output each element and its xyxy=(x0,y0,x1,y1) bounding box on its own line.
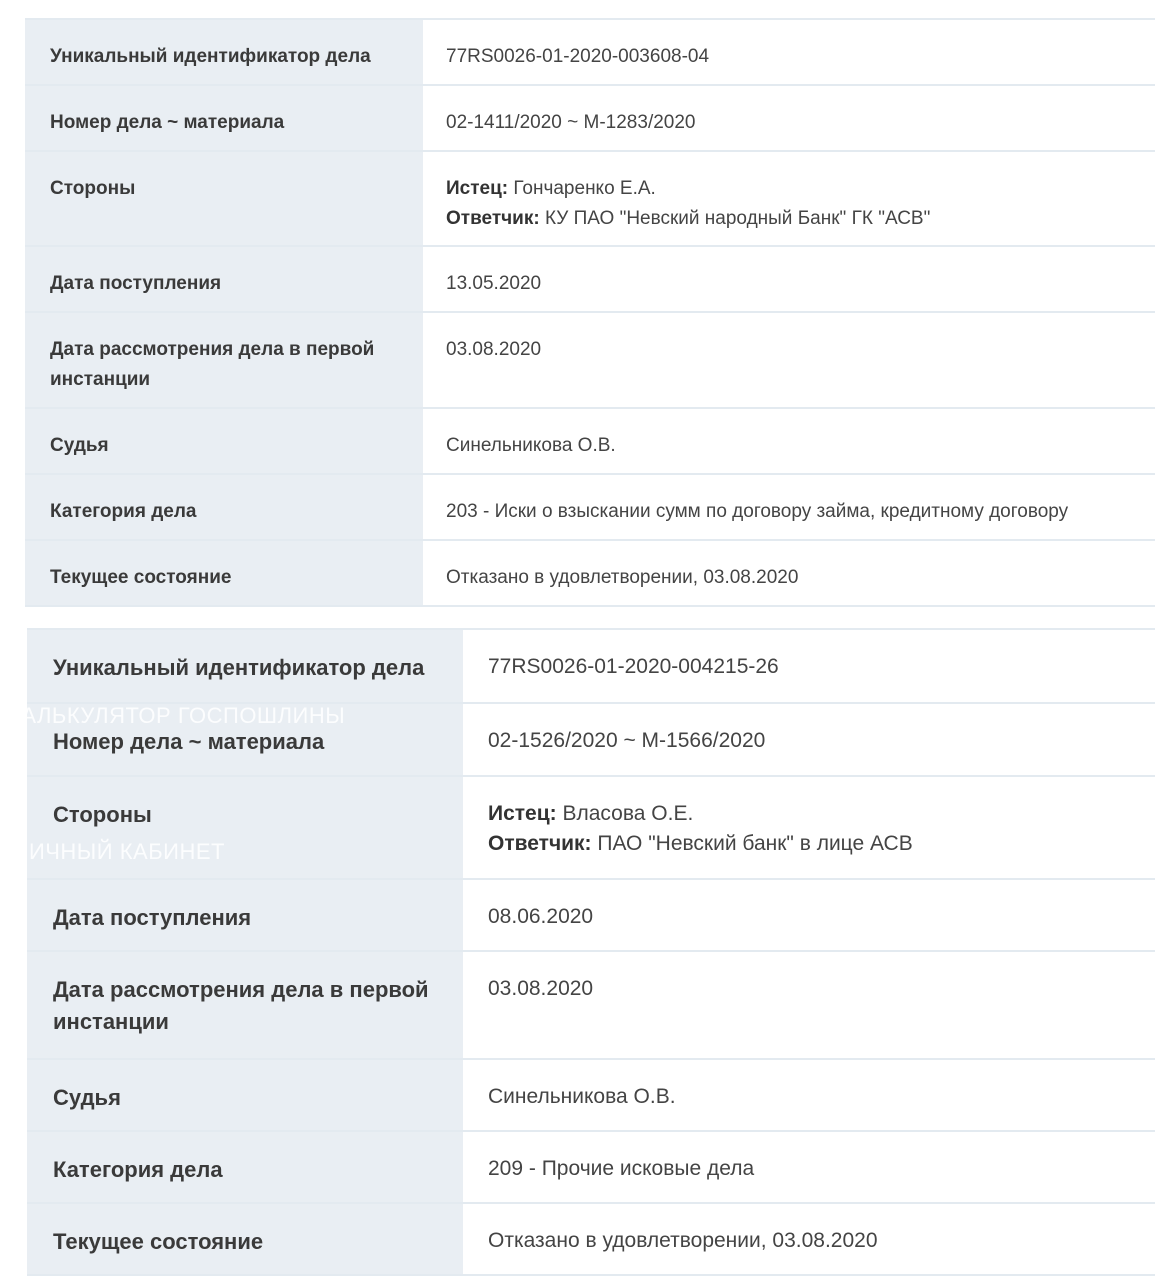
row-label: Судья xyxy=(25,409,423,473)
defendant-label: Ответчик: xyxy=(446,208,540,229)
row-value: 209 - Прочие исковые дела xyxy=(463,1132,1155,1202)
row-value: 03.08.2020 xyxy=(463,952,1155,1058)
row-label: Дата рассмотрения дела в первой инстанции xyxy=(27,952,463,1058)
case-row-received xyxy=(27,880,1155,952)
row-label: Текущее состояние xyxy=(27,1204,463,1274)
case-row-uid xyxy=(27,628,1155,704)
row-value: 08.06.2020 xyxy=(463,880,1155,950)
parties-value xyxy=(463,777,1155,878)
row-value: 03.08.2020 xyxy=(423,313,1155,407)
row-label: Дата поступления xyxy=(25,247,423,311)
row-value: 77RS0026-01-2020-004215-26 xyxy=(463,630,1155,702)
case-row-received xyxy=(25,247,1155,313)
row-label: Категория дела xyxy=(25,475,423,539)
calculator-link[interactable]: КАЛЬКУЛЯТОР ГОСПОШЛИНЫ xyxy=(8,703,346,728)
row-value: Отказано в удовлетворении, 03.08.2020 xyxy=(463,1204,1155,1274)
defendant-label: Ответчик: xyxy=(488,832,592,855)
row-value: 203 - Иски о взыскании сумм по договору займа, кредитному договору xyxy=(423,475,1155,539)
row-label: Номер дела ~ материала xyxy=(27,704,463,775)
plaintiff-label: Истец: xyxy=(488,802,557,825)
row-label: Дата поступления xyxy=(27,880,463,950)
case-row-parties xyxy=(25,152,1155,247)
case-row-hearing-date xyxy=(27,952,1155,1060)
row-label: Дата рассмотрения дела в первой инстанции xyxy=(25,313,423,407)
case-row-status xyxy=(27,1204,1155,1276)
case-row-status xyxy=(25,541,1155,607)
personal-cabinet-link[interactable]: ЛИЧНЫЙ КАБИНЕТ xyxy=(14,839,225,864)
row-label: Текущее состояние xyxy=(25,541,423,605)
case-row-number xyxy=(25,86,1155,152)
case-row-judge xyxy=(25,409,1155,475)
plaintiff-name: Власова О.Е. xyxy=(562,802,694,825)
row-label: Уникальный идентификатор дела xyxy=(27,630,463,702)
parties-value xyxy=(423,152,1155,245)
row-value: 13.05.2020 xyxy=(423,247,1155,311)
row-label: Номер дела ~ материала xyxy=(25,86,423,150)
row-value: Синельникова О.В. xyxy=(423,409,1155,473)
case-card-1 xyxy=(25,18,1155,607)
row-label: Судья xyxy=(27,1060,463,1130)
row-label: Стороны xyxy=(25,152,423,245)
row-label: Уникальный идентификатор дела xyxy=(25,20,423,84)
case-row-hearing-date xyxy=(25,313,1155,409)
row-value: 02-1411/2020 ~ М-1283/2020 xyxy=(423,86,1155,150)
row-label: Стороны xyxy=(27,777,463,878)
plaintiff-name: Гончаренко Е.А. xyxy=(513,178,656,199)
row-value: Отказано в удовлетворении, 03.08.2020 xyxy=(423,541,1155,605)
case-row-judge xyxy=(27,1060,1155,1132)
case-row-category xyxy=(25,475,1155,541)
plaintiff-label: Истец: xyxy=(446,178,509,199)
row-label: Категория дела xyxy=(27,1132,463,1202)
row-value: 02-1526/2020 ~ М-1566/2020 xyxy=(463,704,1155,775)
row-value: Синельникова О.В. xyxy=(463,1060,1155,1130)
case-row-uid xyxy=(25,18,1155,86)
case-row-category xyxy=(27,1132,1155,1204)
defendant-name: ПАО "Невский банк" в лице АСВ xyxy=(597,832,913,855)
row-value: 77RS0026-01-2020-003608-04 xyxy=(423,20,1155,84)
defendant-name: КУ ПАО "Невский народный Банк" ГК "АСВ" xyxy=(544,208,931,229)
